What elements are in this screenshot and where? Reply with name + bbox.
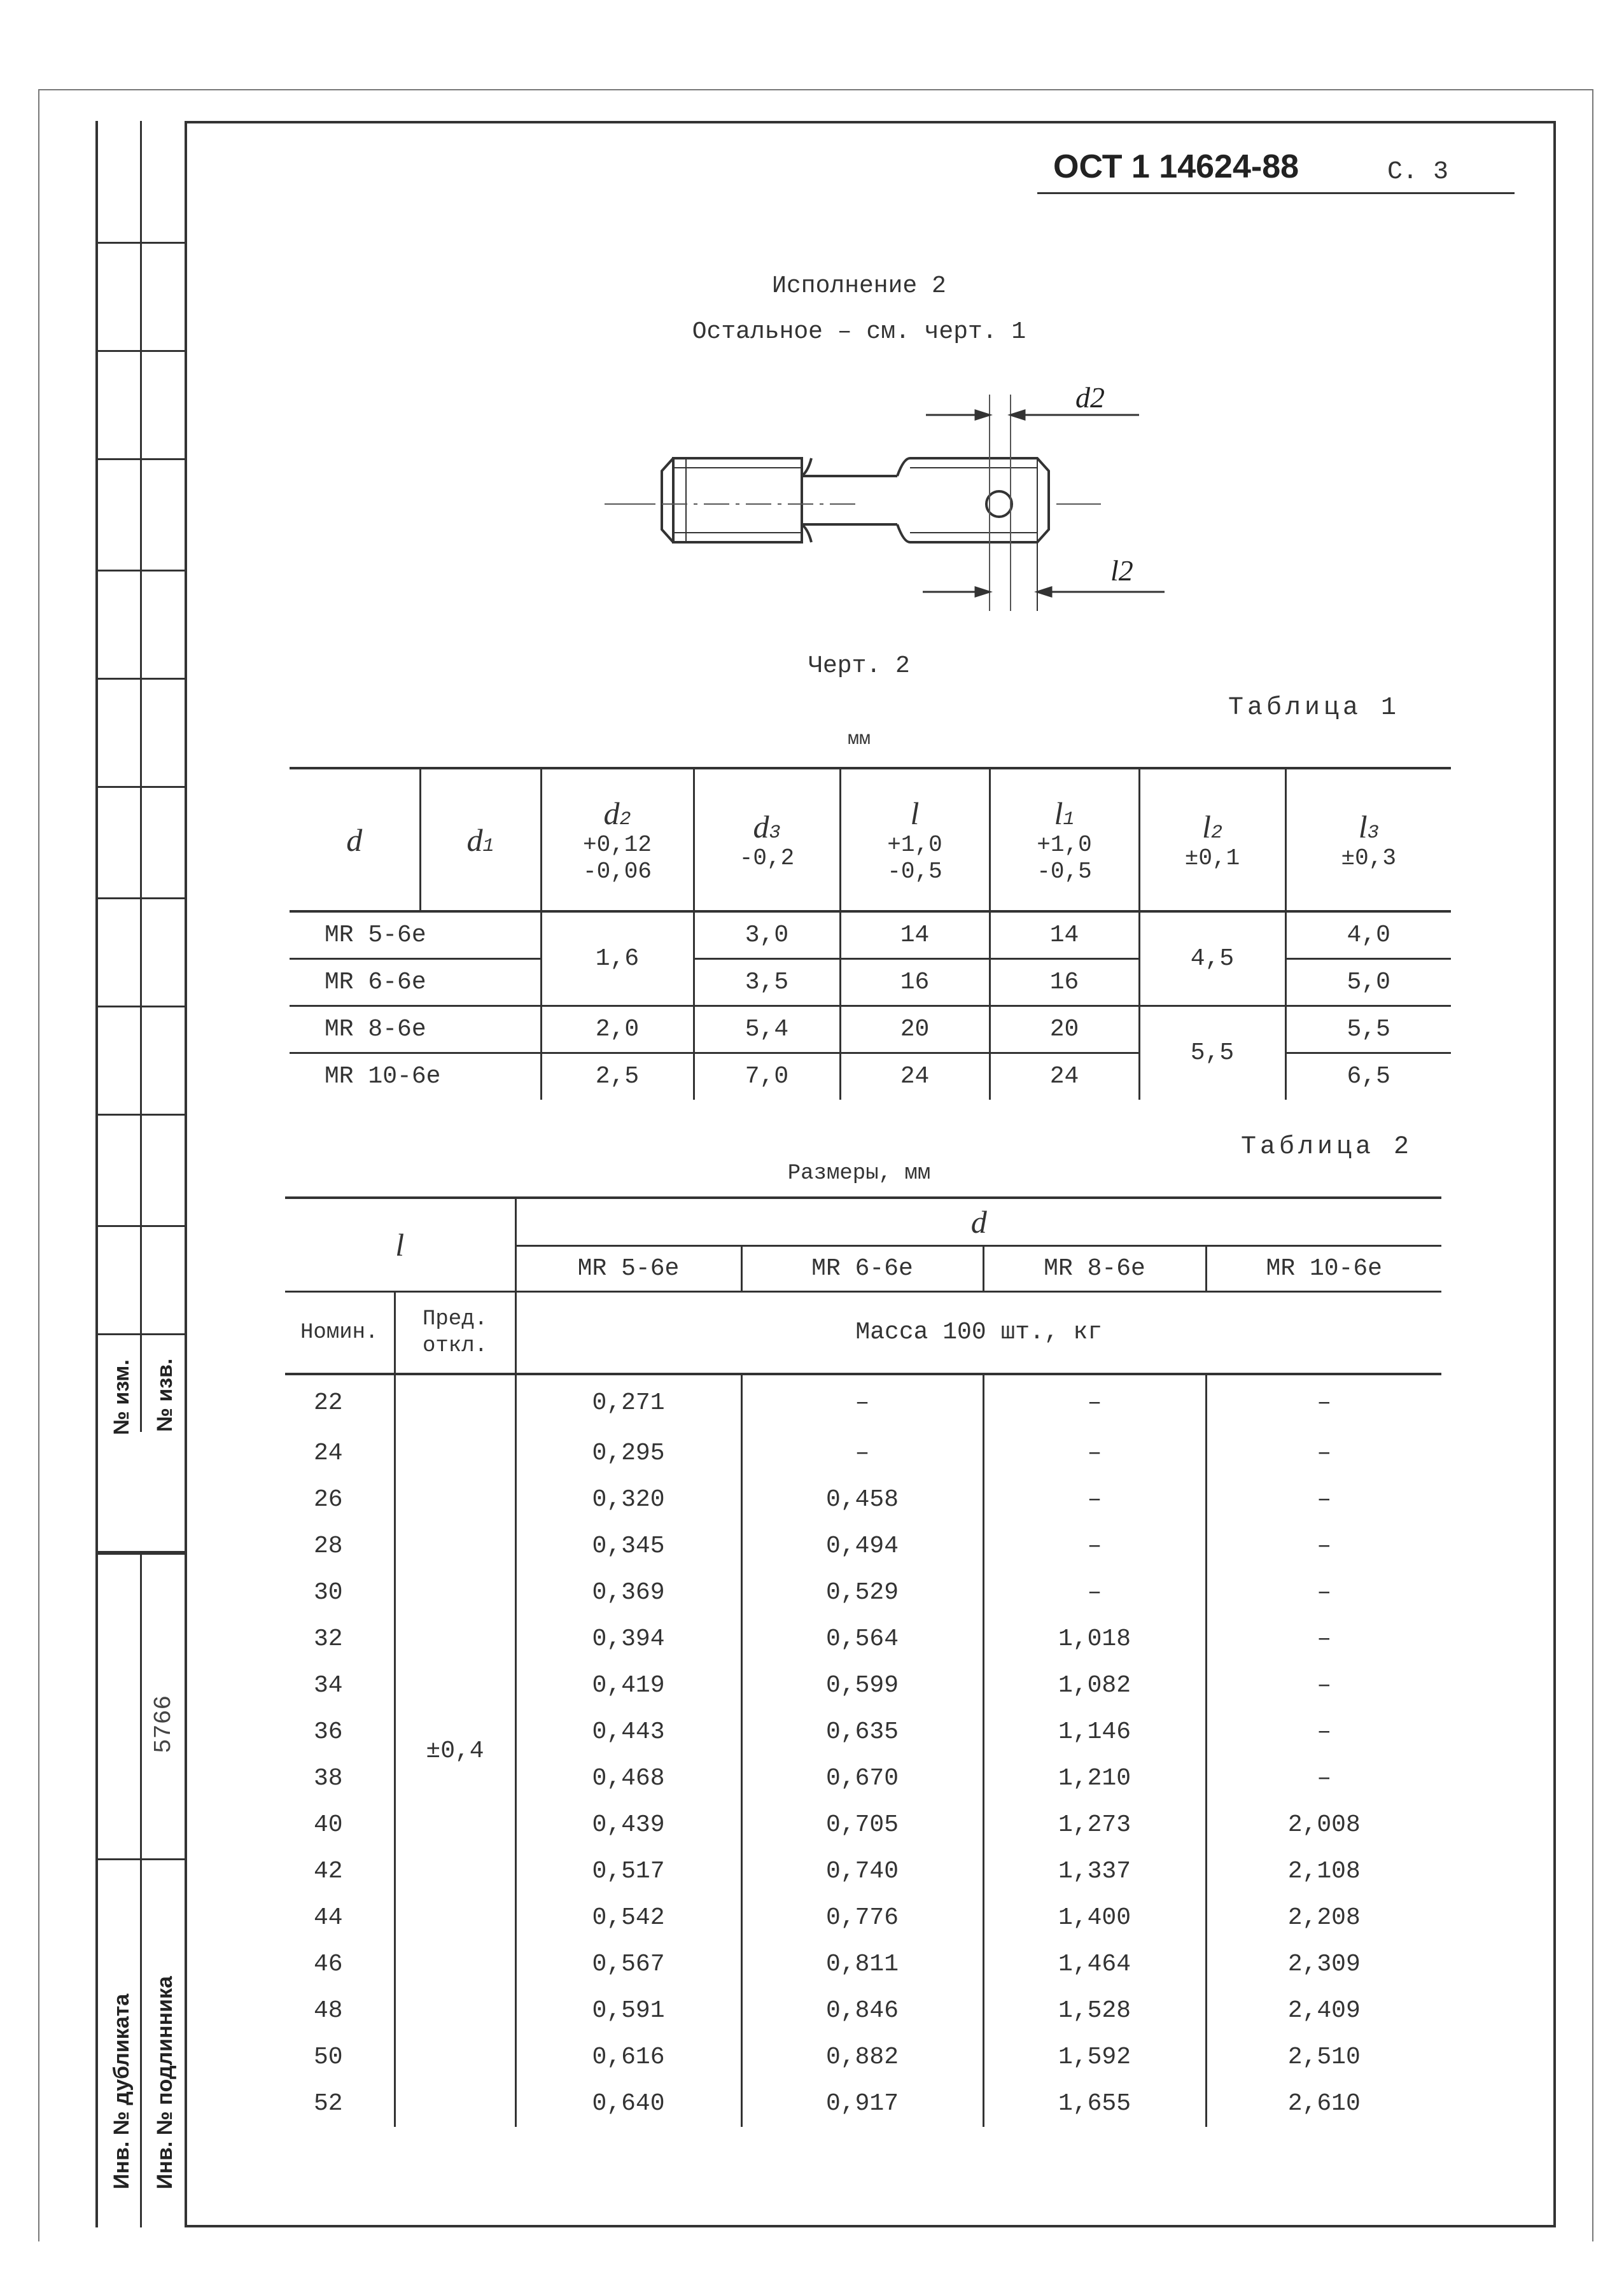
t1-cell-l3: 4,0 — [1285, 911, 1451, 958]
t1-head-l1: l1 +1,0 -0,5 — [990, 768, 1139, 911]
t2-cell-mass: 0,419 — [515, 1662, 741, 1709]
t2-cell-nominal: 34 — [285, 1662, 395, 1709]
t2-cell-mass: 0,811 — [741, 1941, 983, 1988]
t2-cell-mass: – — [1317, 1440, 1332, 1467]
inv-podl-label: Инв. № подлинника — [153, 1976, 177, 2189]
t1-cell-d: MR 6-6e — [290, 958, 541, 1006]
inv-dubl-label: Инв. № дубликата — [109, 1993, 134, 2189]
t2-cell-mass: – — [1317, 1389, 1332, 1417]
t2-cell-mass: 1,337 — [983, 1848, 1206, 1895]
t2-cell-mass: 0,443 — [515, 1709, 741, 1755]
t2-cell-mass: – — [983, 1430, 1206, 1476]
t2-cell-nominal: 50 — [285, 2034, 395, 2080]
t2-cell-mass: 0,271 — [515, 1374, 741, 1430]
t2-cell-mass: 0,640 — [515, 2080, 741, 2127]
inv-podl-value: 5766 — [150, 1695, 178, 1753]
t2-cell-nominal: 44 — [285, 1895, 395, 1941]
t2-cell-mass: 0,564 — [741, 1616, 983, 1662]
side-strip-divider — [140, 121, 142, 2227]
t2-cell-mass: 0,295 — [515, 1430, 741, 1476]
strip-row-line — [95, 1225, 185, 1227]
t2-cell-mass: 1,210 — [983, 1755, 1206, 1802]
dim-d2-label: d2 — [1075, 381, 1105, 414]
t1-cell-l3: 5,0 — [1285, 958, 1451, 1006]
table1-title: Таблица 1 — [1228, 694, 1401, 722]
t1-head-l: l +1,0 -0,5 — [840, 768, 990, 911]
t2-cell-mass: 2,208 — [1287, 1904, 1361, 1932]
t1-cell-d: MR 10-6e — [290, 1053, 541, 1100]
t2-cell-nominal: 38 — [285, 1755, 395, 1802]
table-row — [290, 911, 1451, 958]
t1-head-d: d — [290, 768, 420, 911]
t2-cell-mass: 1,400 — [983, 1895, 1206, 1941]
t1-cell-d3: 3,5 — [694, 958, 840, 1006]
t2-cell-mass: 2,409 — [1287, 1997, 1361, 2024]
t2-head-thread: MR 10-6e — [1206, 1245, 1441, 1291]
t2-cell-mass: 0,616 — [515, 2034, 741, 2080]
t1-cell-l1: 20 — [990, 1006, 1139, 1053]
t1-cell-l: 16 — [840, 958, 990, 1006]
t2-cell-mass: – — [983, 1523, 1206, 1569]
t2-head-thread: MR 8-6e — [983, 1245, 1206, 1291]
t1-cell-d3: 3,0 — [694, 911, 840, 958]
t2-cell-mass: – — [1317, 1579, 1332, 1606]
t2-cell-nominal: 48 — [285, 1988, 395, 2034]
strip-gap — [95, 1432, 185, 1553]
table-row — [290, 1006, 1451, 1053]
izv-label: № изв. — [153, 1358, 177, 1432]
t2-cell-nominal: 26 — [285, 1476, 395, 1523]
t2-cell-mass: 0,494 — [741, 1523, 983, 1569]
t2-cell-nominal: 28 — [285, 1523, 395, 1569]
t2-cell-mass: 0,599 — [741, 1662, 983, 1709]
t1-head-l2: l2 ±0,1 — [1139, 768, 1285, 911]
t1-cell-l: 24 — [840, 1053, 990, 1100]
t1-cell-l: 20 — [840, 1006, 990, 1053]
t2-head-d: d — [515, 1198, 1441, 1245]
strip-row-line — [95, 1114, 185, 1116]
t2-cell-mass: 0,529 — [741, 1569, 983, 1616]
strip-row-line — [95, 242, 185, 244]
table2-unit: Размеры, мм — [787, 1161, 931, 1186]
t2-cell-mass: 0,517 — [515, 1848, 741, 1895]
t2-cell-mass: 0,591 — [515, 1988, 741, 2034]
t1-cell-d3: 7,0 — [694, 1053, 840, 1100]
t2-head-nomin: Номин. — [285, 1291, 395, 1374]
t2-cell-mass: 1,592 — [983, 2034, 1206, 2080]
left-thread-body — [673, 458, 802, 542]
strip-row-line — [95, 1858, 185, 1860]
t2-cell-mass: 0,542 — [515, 1895, 741, 1941]
t2-cell-mass: 0,394 — [515, 1616, 741, 1662]
t2-cell-mass: 1,655 — [983, 2080, 1206, 2127]
header-underline — [1037, 192, 1515, 194]
t2-cell-nominal: 32 — [285, 1616, 395, 1662]
table2-header-row — [285, 1198, 1441, 1245]
t2-cell-mass: – — [741, 1374, 983, 1430]
t2-cell-mass: – — [983, 1476, 1206, 1523]
table1 — [290, 767, 1451, 1100]
t2-head-pred: Пред. откл. — [395, 1291, 515, 1374]
t2-head-thread: MR 6-6e — [741, 1245, 983, 1291]
izm-label: № изм. — [109, 1359, 134, 1435]
t2-cell-mass: 2,309 — [1287, 1951, 1361, 1978]
drawing-caption: Черт. 2 — [808, 652, 910, 680]
t2-cell-mass: 0,917 — [741, 2080, 983, 2127]
t2-cell-mass: 0,369 — [515, 1569, 741, 1616]
t2-cell-mass: 0,635 — [741, 1709, 983, 1755]
t2-head-thread: MR 5-6e — [515, 1245, 741, 1291]
strip-row-line — [95, 1553, 185, 1555]
strip-row-line — [95, 678, 185, 680]
t2-cell-mass: – — [1317, 1625, 1332, 1653]
variant-label: Исполнение 2 — [772, 272, 946, 300]
t2-cell-mass: 1,082 — [983, 1662, 1206, 1709]
standard-number: ОСТ 1 14624-88 — [1053, 148, 1299, 185]
t2-cell-mass: 0,670 — [741, 1755, 983, 1802]
t1-head-d3: d3 -0,2 — [694, 768, 840, 911]
t2-cell-mass: 0,776 — [741, 1895, 983, 1941]
t2-cell-mass: 0,705 — [741, 1802, 983, 1848]
t2-cell-mass: – — [983, 1374, 1206, 1430]
table1-unit: мм — [847, 729, 871, 750]
t2-cell-mass: 1,464 — [983, 1941, 1206, 1988]
part-drawing — [592, 382, 1196, 624]
t1-cell-d: MR 5-6e — [290, 911, 541, 958]
t2-cell-nominal: 30 — [285, 1569, 395, 1616]
t1-cell-d2: 1,6 — [541, 911, 694, 1006]
t2-cell-mass: 0,320 — [515, 1476, 741, 1523]
t2-cell-nominal: 22 — [285, 1374, 395, 1430]
t1-cell-d3: 5,4 — [694, 1006, 840, 1053]
t1-cell-l3: 6,5 — [1347, 1063, 1390, 1091]
page-number: С. 3 — [1387, 158, 1449, 186]
dim-l2-label: l2 — [1110, 554, 1133, 587]
t2-cell-mass: 0,468 — [515, 1755, 741, 1802]
t2-cell-mass: – — [1317, 1532, 1332, 1560]
t1-cell-l3: 5,5 — [1285, 1006, 1451, 1053]
t2-cell-nominal: 24 — [285, 1430, 395, 1476]
t2-cell-nominal: 46 — [285, 1941, 395, 1988]
strip-row-line — [95, 458, 185, 460]
t2-cell-mass: 1,018 — [983, 1616, 1206, 1662]
t2-cell-mass: 0,846 — [741, 1988, 983, 2034]
t1-head-l3: l3 ±0,3 — [1341, 808, 1396, 871]
table2-title: Таблица 2 — [1241, 1133, 1413, 1161]
t2-cell-mass: 0,740 — [741, 1848, 983, 1895]
t2-cell-mass: – — [741, 1430, 983, 1476]
rest-note: Остальное – см. черт. 1 — [692, 318, 1026, 346]
t1-cell-d2: 2,5 — [541, 1053, 694, 1100]
t1-cell-d2: 2,0 — [541, 1006, 694, 1053]
t1-cell-d: MR 8-6e — [290, 1006, 541, 1053]
table1-header-row — [290, 768, 1451, 911]
t2-cell-mass: 0,567 — [515, 1941, 741, 1988]
t2-cell-mass: 1,146 — [983, 1709, 1206, 1755]
t2-cell-mass: 1,273 — [983, 1802, 1206, 1848]
t2-head-l: l — [285, 1198, 515, 1291]
t2-cell-mass: – — [1317, 1672, 1332, 1699]
t2-cell-nominal: 40 — [285, 1802, 395, 1848]
t2-cell-mass: 0,458 — [741, 1476, 983, 1523]
t2-head-mass: Масса 100 шт., кг — [855, 1319, 1103, 1347]
t2-cell-nominal: 36 — [285, 1709, 395, 1755]
t2-cell-mass: 2,108 — [1287, 1858, 1361, 1885]
t1-cell-l: 14 — [840, 911, 990, 958]
strip-row-line — [95, 1006, 185, 1007]
t2-cell-mass: 0,345 — [515, 1523, 741, 1569]
t2-cell-mass: – — [1317, 1486, 1332, 1513]
t2-cell-mass: 0,882 — [741, 2034, 983, 2080]
t2-cell-mass: – — [1317, 1718, 1332, 1746]
table2 — [285, 1196, 1441, 2127]
t2-cell-nominal: 52 — [285, 2080, 395, 2127]
t2-cell-mass: 2,008 — [1287, 1811, 1361, 1839]
t1-head-d1: d1 — [420, 768, 541, 911]
strip-row-line — [95, 350, 185, 352]
strip-row-line — [95, 570, 185, 572]
t2-cell-nominal: 42 — [285, 1848, 395, 1895]
t1-cell-l1: 16 — [990, 958, 1139, 1006]
t2-cell-mass: 1,528 — [983, 1988, 1206, 2034]
t2-cell-tolerance: ±0,4 — [395, 1374, 515, 2127]
t2-cell-mass: 2,510 — [1287, 2044, 1361, 2071]
strip-row-line — [95, 786, 185, 788]
t2-cell-mass: 2,610 — [1287, 2090, 1361, 2117]
t2-cell-mass: 0,439 — [515, 1802, 741, 1848]
t2-cell-mass: – — [1317, 1765, 1332, 1792]
table-row — [285, 1374, 1441, 1430]
t1-head-d2: d2 +0,12 -0,06 — [541, 768, 694, 911]
strip-row-line — [95, 1333, 185, 1335]
t2-cell-mass: – — [983, 1569, 1206, 1616]
t1-cell-l2: 4,5 — [1139, 911, 1285, 1006]
strip-row-line — [95, 897, 185, 899]
t1-cell-l1: 14 — [990, 911, 1139, 958]
t1-cell-l2: 5,5 — [1139, 1006, 1285, 1100]
table2-subheader-row — [285, 1291, 1441, 1374]
t1-cell-l1: 24 — [990, 1053, 1139, 1100]
